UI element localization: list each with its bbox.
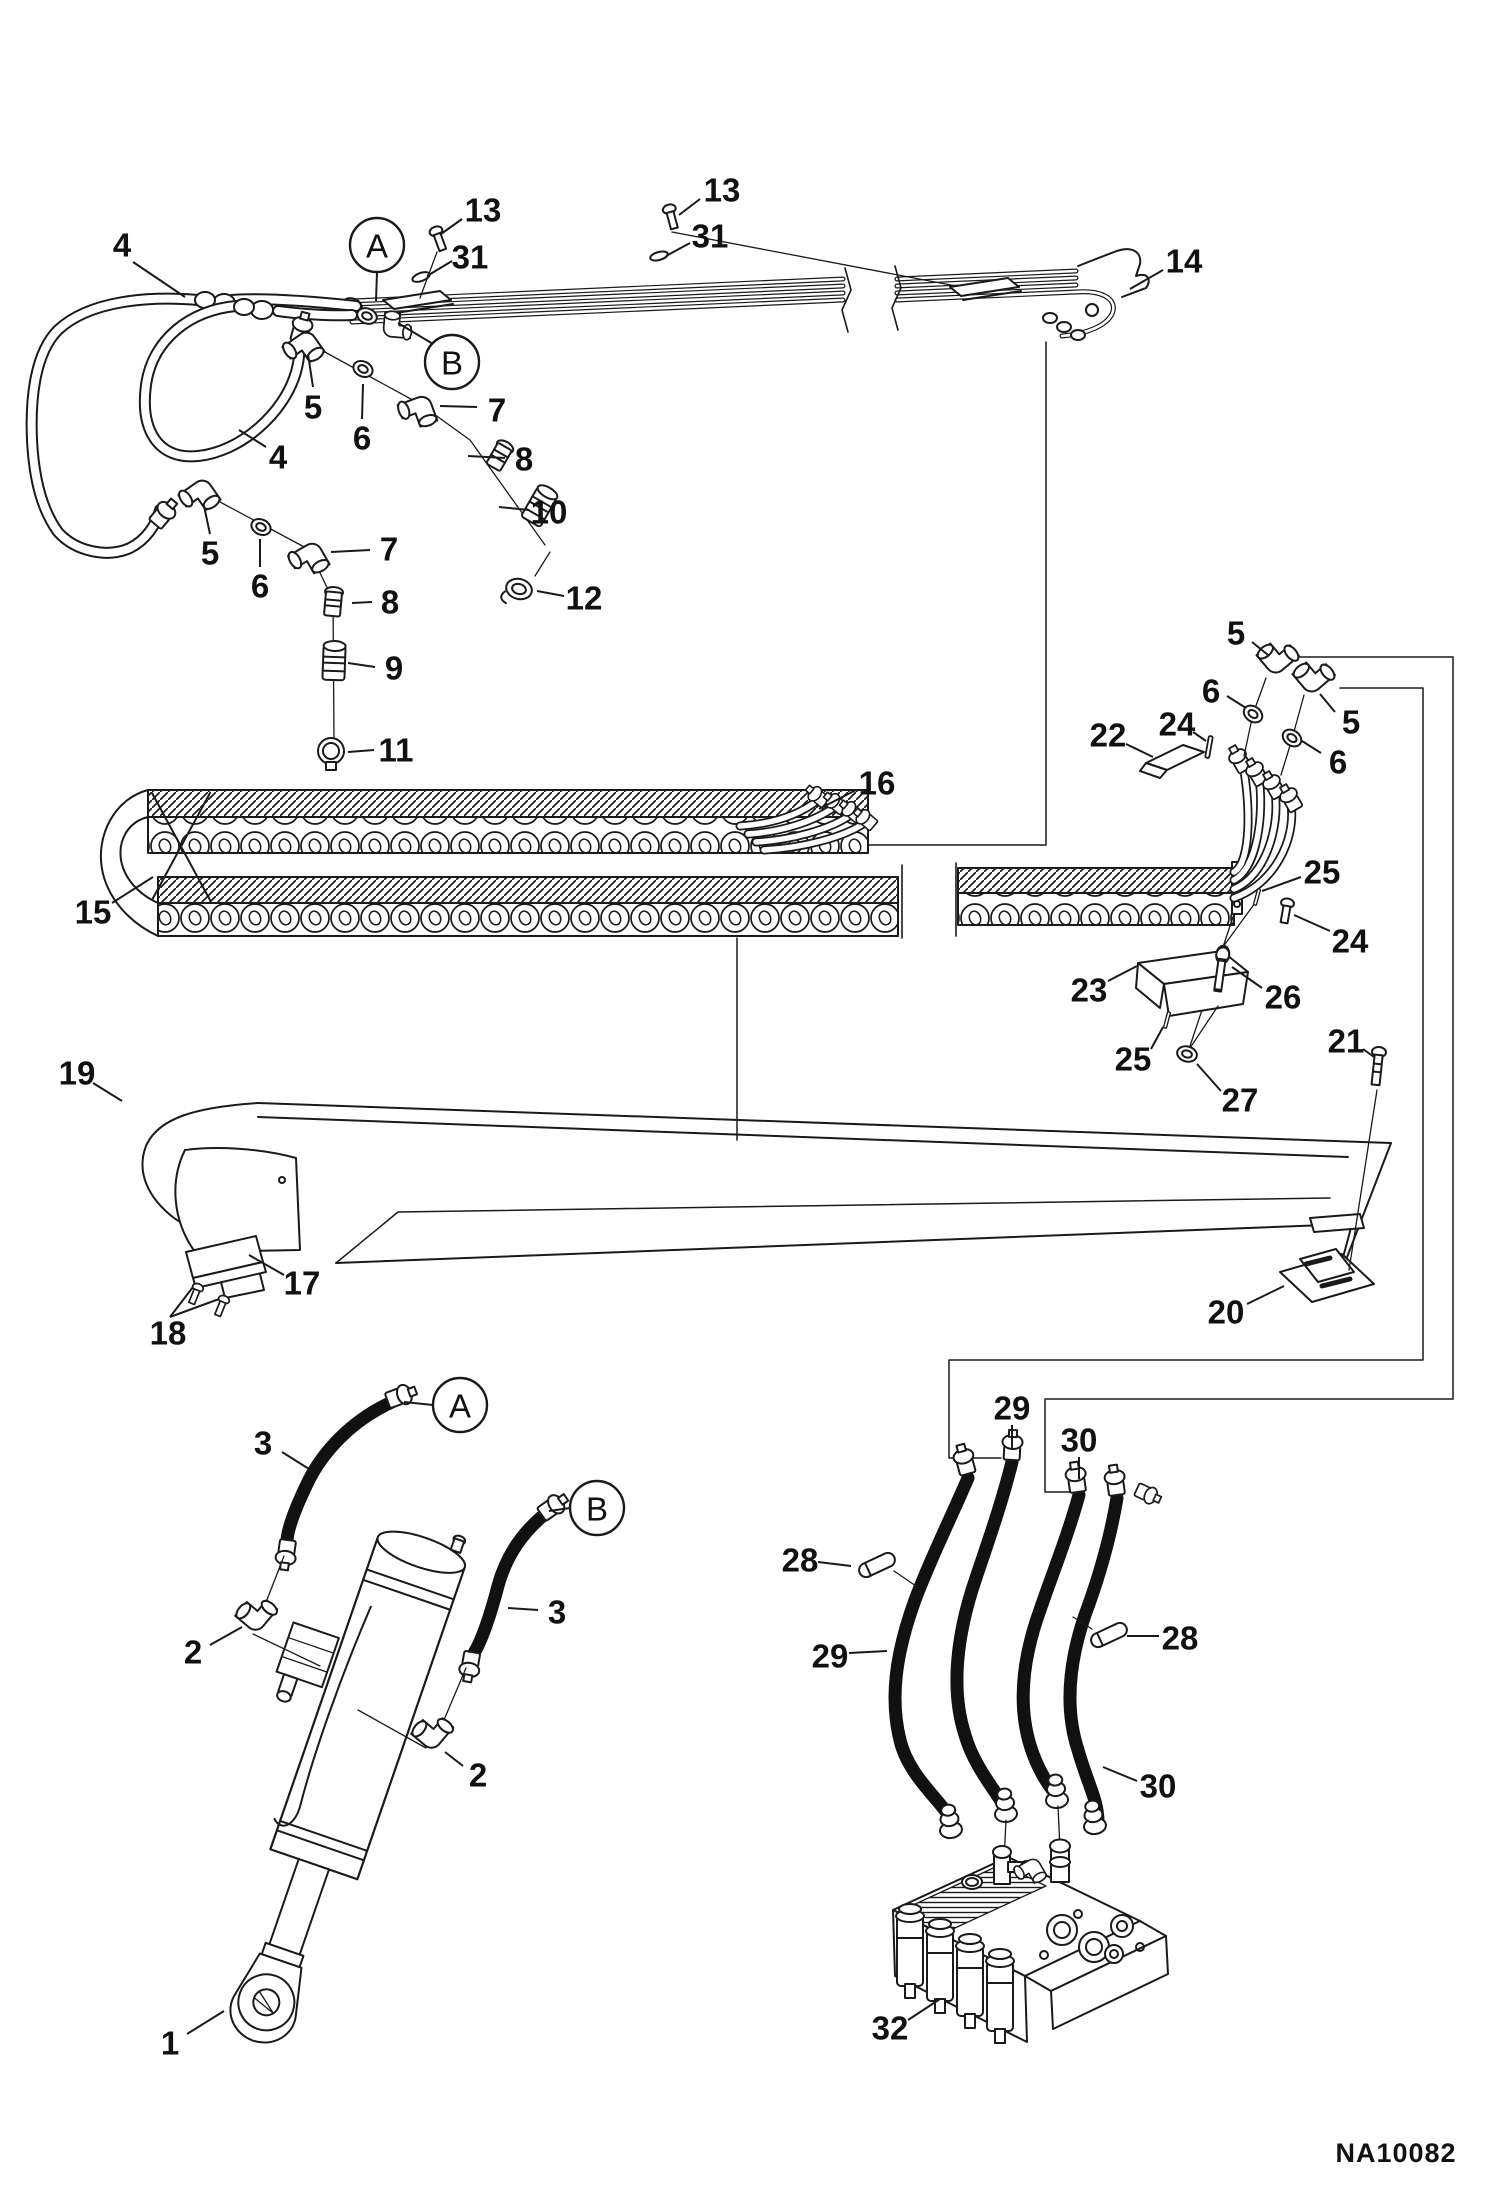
callout-1: 1	[160, 2024, 180, 2062]
clip-31	[649, 250, 668, 262]
hose-3	[472, 1514, 545, 1656]
leader-line	[441, 219, 462, 234]
callout-30: 30	[1139, 1767, 1177, 1805]
leader-line	[348, 663, 375, 667]
cap-28	[1089, 1621, 1129, 1650]
callout-6: 6	[1201, 672, 1221, 710]
callout-26: 26	[1264, 978, 1302, 1016]
bolt-13	[428, 225, 449, 252]
leader-line	[93, 1083, 122, 1101]
callout-2: 2	[183, 1633, 203, 1671]
document-number: NA10082	[1335, 2138, 1457, 2168]
callout-22: 22	[1089, 716, 1127, 754]
callout-5: 5	[1341, 703, 1361, 741]
leader-line	[1320, 694, 1335, 712]
callout-19: 19	[58, 1054, 96, 1092]
leader-line	[818, 1562, 851, 1566]
leader-line	[352, 602, 372, 603]
leader-line	[1294, 915, 1330, 931]
leader-line	[362, 384, 363, 419]
callout-21: 21	[1327, 1022, 1365, 1060]
callout-24: 24	[1331, 922, 1369, 960]
cable-carrier-chain	[101, 790, 1242, 938]
leader-line	[1197, 1064, 1221, 1091]
letter-callout-B: B	[585, 1490, 609, 1528]
leader-line	[445, 1752, 463, 1766]
callout-6: 6	[352, 419, 372, 457]
bolt-18	[212, 1294, 230, 1317]
leader-line	[537, 591, 564, 596]
callout-31: 31	[451, 238, 489, 276]
leader-line	[1108, 966, 1137, 981]
valve-block-32	[893, 1840, 1168, 2044]
hose-3	[287, 1402, 392, 1540]
leader-line	[1151, 1027, 1163, 1049]
callout-5: 5	[303, 388, 323, 426]
callout-31: 31	[691, 217, 729, 255]
leader-line	[666, 243, 690, 256]
callout-layer	[59, 172, 1374, 2062]
letter-callout-A: A	[365, 227, 389, 265]
leader-line	[679, 199, 700, 215]
leader-line	[440, 406, 477, 407]
leader-line	[348, 750, 374, 752]
leader-line	[187, 2011, 224, 2034]
bolt-21	[1369, 1046, 1387, 1085]
cap-12	[500, 575, 534, 608]
pin-24	[1205, 736, 1213, 758]
callout-10: 10	[530, 493, 568, 531]
callout-15: 15	[74, 893, 112, 931]
callout-25: 25	[1303, 853, 1341, 891]
callout-17: 17	[283, 1264, 321, 1302]
cylinder-assembly	[160, 1381, 571, 2056]
callout-8: 8	[380, 583, 400, 621]
nut-27	[1175, 1044, 1198, 1064]
bolt-18	[186, 1282, 204, 1305]
callout-12: 12	[565, 579, 603, 617]
callout-6: 6	[1328, 743, 1348, 781]
letter-callout-B: B	[440, 344, 464, 382]
callout-27: 27	[1221, 1081, 1259, 1119]
callout-11: 11	[378, 731, 414, 769]
leader-line	[331, 550, 370, 552]
bolt-24	[1278, 897, 1295, 923]
nipple-8	[323, 586, 343, 616]
leader-line	[133, 262, 185, 297]
leader-line	[1103, 1767, 1137, 1781]
callout-25: 25	[1114, 1040, 1152, 1078]
callout-30: 30	[1060, 1421, 1098, 1459]
callout-4: 4	[112, 226, 132, 264]
fitting-chain-b	[176, 475, 345, 770]
callout-3: 3	[547, 1593, 567, 1631]
callout-7: 7	[379, 530, 399, 568]
callout-32: 32	[871, 2009, 909, 2047]
callout-2: 2	[468, 1756, 488, 1794]
callout-29: 29	[993, 1389, 1031, 1427]
leader-line	[376, 272, 377, 301]
callout-28: 28	[781, 1541, 819, 1579]
nut-6	[1241, 702, 1266, 726]
callout-5: 5	[200, 534, 220, 572]
callout-16: 16	[858, 764, 896, 802]
valve-hoses	[857, 1430, 1164, 1862]
pin-25	[1163, 1012, 1170, 1029]
boom-19	[142, 1046, 1391, 1317]
callout-28: 28	[1161, 1619, 1199, 1657]
clamp-11	[318, 738, 344, 770]
callout-9: 9	[384, 649, 404, 687]
leader-line	[849, 1651, 887, 1653]
leader-line	[1227, 696, 1246, 708]
leader-line	[282, 1452, 309, 1469]
callout-13: 13	[703, 171, 741, 209]
leader-line	[1247, 1286, 1284, 1304]
callout-18: 18	[149, 1314, 187, 1352]
callout-7: 7	[487, 391, 507, 429]
leader-line	[210, 1627, 242, 1645]
leader-line	[508, 1608, 538, 1610]
callout-3: 3	[253, 1424, 273, 1462]
leader-line	[112, 877, 153, 903]
coupler-9	[322, 641, 345, 681]
hose-4-loop	[145, 299, 352, 456]
callout-20: 20	[1207, 1293, 1245, 1331]
callout-6: 6	[250, 567, 270, 605]
callout-5: 5	[1226, 614, 1246, 652]
callout-23: 23	[1070, 971, 1108, 1009]
cap-28	[857, 1551, 897, 1580]
nut-6	[1280, 726, 1305, 750]
cylinder-1	[160, 1494, 473, 2056]
elbow-5	[176, 475, 221, 520]
bolt-13	[662, 203, 681, 230]
callout-14: 14	[1165, 242, 1203, 280]
elbow-7	[286, 538, 331, 582]
callout-13: 13	[464, 191, 502, 229]
elbow-7	[396, 392, 438, 433]
callout-29: 29	[811, 1637, 849, 1675]
callout-24: 24	[1158, 705, 1196, 743]
leader-line	[1126, 744, 1153, 757]
elbow-2	[410, 1707, 456, 1753]
letter-callout-A: A	[448, 1387, 472, 1425]
leader-line	[1302, 741, 1321, 753]
callout-8: 8	[514, 440, 534, 478]
callout-4: 4	[268, 438, 288, 476]
nut-6	[351, 358, 375, 380]
